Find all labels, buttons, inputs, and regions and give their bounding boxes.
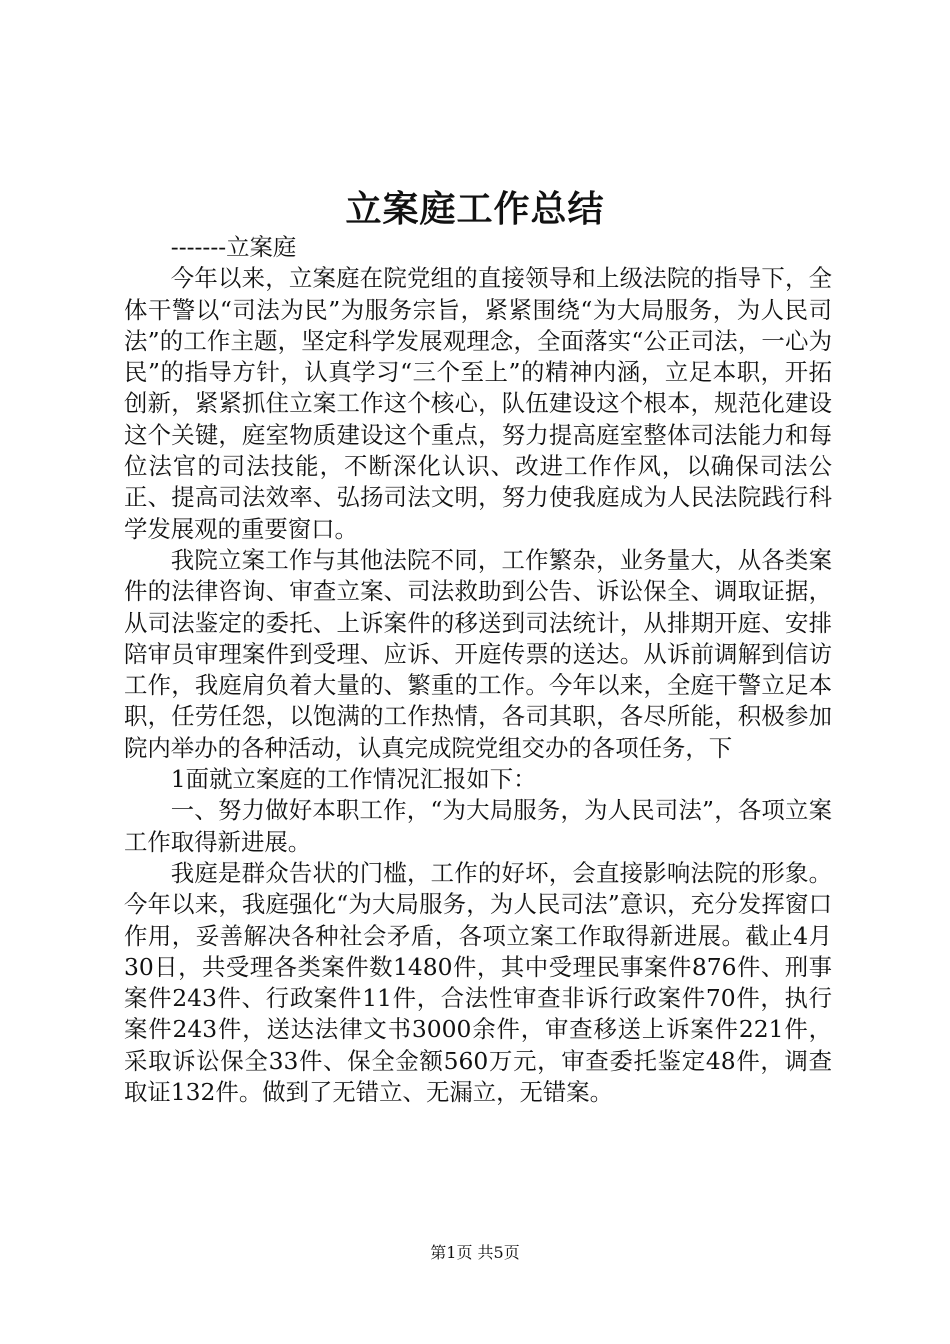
paragraph-3: 1面就立案庭的工作情况汇报如下： (170, 765, 537, 794)
document-body (124, 232, 832, 1108)
paragraph-4: 我庭是群众告状的门槛，工作的好坏，会直接影响法院的形象。今年以来，我庭强化“为大局服务，为人民司法”意识，充分发挥窗口作用，妥善解决各种社会矛盾，各项立案工作取得新进展。截止4月30日，共受理各类案件数1480件，其中受理民事案件876件、刑事案件243件、行政案件11件，合法性审查非诉行政案件70件，执行案件243件，送达法律文书3000余件，审查移送上诉案件221件，采取诉讼保全33件、保全金额560万元，审查委托鉴定48件，调查取证132件。做到了无错立、无漏立，无错案。 (124, 858, 832, 1107)
document-subtitle: -------立案庭 (170, 233, 297, 261)
section-heading-1: 一、努力做好本职工作，“为大局服务，为人民司法”，各项立案工作取得新进展。 (124, 796, 832, 856)
document-title: 立案庭工作总结 (345, 188, 605, 230)
page-footer: 第1页 共5页 (430, 1243, 520, 1262)
paragraph-1: 今年以来，立案庭在院党组的直接领导和上级法院的指导下，全体干警以“司法为民”为服务宗旨，紧紧围绕“为大局服务，为人民司法”的工作主题，坚定科学发展观理念，全面落实“公正司法，一心为民”的指导方针，认真学习“三个至上”的精神内涵，立足本职，开拓创新，紧紧抓住立案工作这个核心，队伍建设这个根本，规范化建设这个关键，庭室物质建设这个重点，努力提高庭室整体司法能力和每位法官的司法技能，不断深化认识、改进工作作风，以确保司法公正、提高司法效率、弘扬司法文明，努力使我庭成为人民法院践行科学发展观的重要窗口。 (124, 264, 832, 543)
paragraph-2: 我院立案工作与其他法院不同，工作繁杂，业务量大，从各类案件的法律咨询、审查立案、司法救助到公告、诉讼保全、调取证据，从司法鉴定的委托、上诉案件的移送到司法统计，从排期开庭、安排陪审员审理案件到受理、应诉、开庭传票的送达。从诉前调解到信访工作，我庭肩负着大量的、繁重的工作。今年以来，全庭干警立足本职，任劳任怨，以饱满的工作热情，各司其职，各尽所能，积极参加院内举办的各种活动，认真完成院党组交办的各项任务，下 (124, 545, 832, 762)
